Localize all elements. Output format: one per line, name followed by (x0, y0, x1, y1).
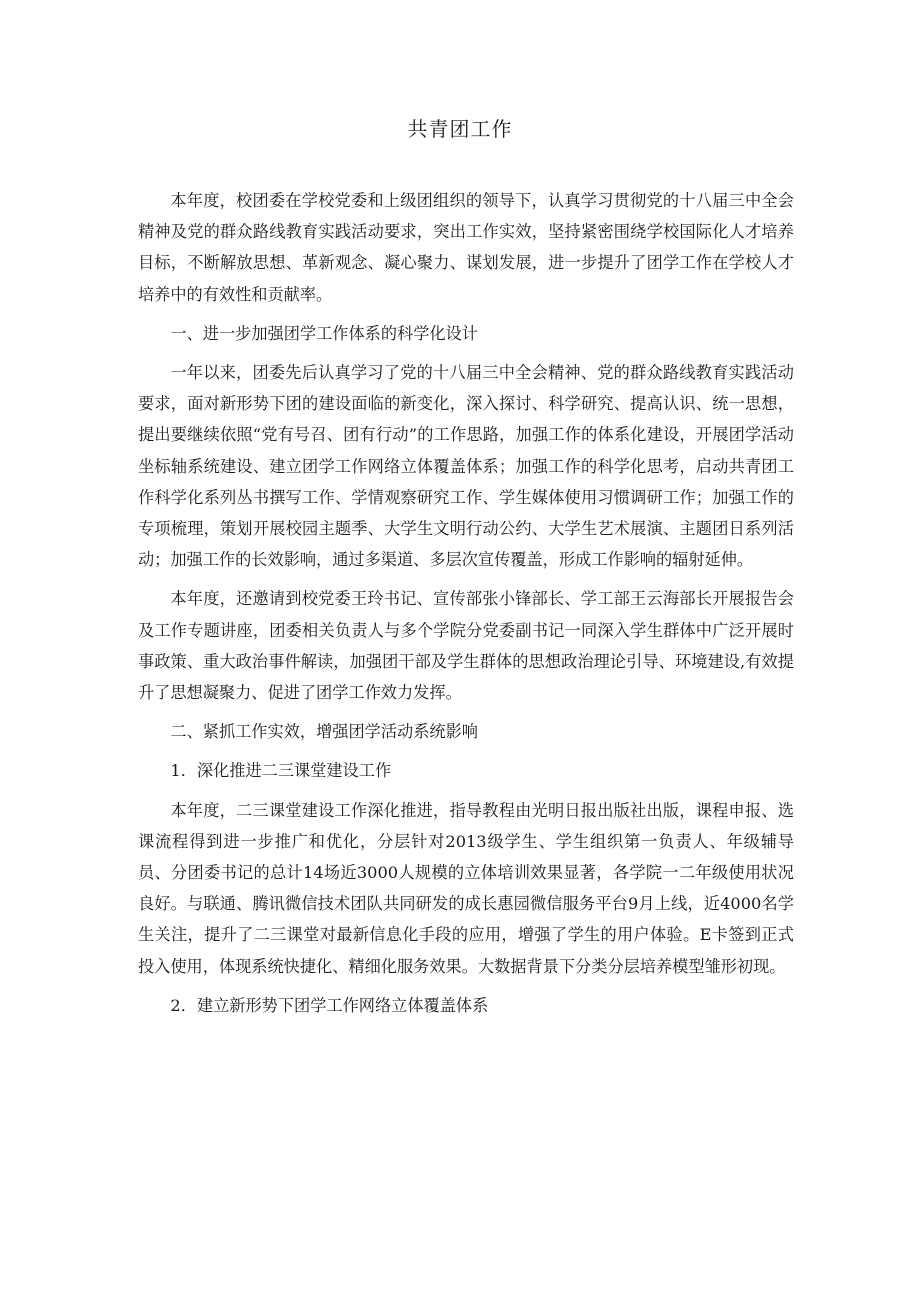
subsection-heading-2-1: 1．深化推进二三课堂建设工作 (170, 761, 392, 781)
document-body (138, 185, 794, 1021)
paragraph-section-1-a: 一年以来，团委先后认真学习了党的十八届三中全会精神、党的群众路线教育实践活动要求，面对新形势下团的建设面临的新变化，深入探讨、科学研究、提高认识、统一思想，提出要继续依照“党有号召、团有行动”的工作思路，加强工作的体系化建设，开展团学活动坐标轴系统建设、建立团学工作网络立体覆盖体系；加强工作的科学化思考，启动共青团工作科学化系列丛书撰写工作、学情观察研究工作、学生媒体使用习惯调研工作；加强工作的专项梳理，策划开展校园主题季、大学生文明行动公约、大学生艺术展演、主题团日系列活动；加强工作的长效影响，通过多渠道、多层次宣传覆盖，形成工作影响的辐射延伸。 (138, 363, 794, 570)
subsection-heading-2-2: 2．建立新形势下团学工作网络立体覆盖体系 (170, 995, 489, 1015)
section-heading-1: 一、进一步加强团学工作体系的科学化设计 (170, 323, 478, 343)
section-heading-2: 二、紧抓工作实效，增强团学活动系统影响 (170, 722, 478, 742)
document-title: 共青团工作 (407, 117, 513, 141)
paragraph-section-1-b: 本年度，还邀请到校党委王玲书记、宣传部张小锋部长、学工部王云海部长开展报告会及工作专题讲座，团委相关负责人与多个学院分党委副书记一同深入学生群体中广泛开展时事政策、重大政治事件解读，加强团干部及学生群体的思想政治理论引导、环境建设,有效提升了思想凝聚力、促进了团学工作效力发挥。 (138, 589, 794, 703)
paragraph-intro: 本年度，校团委在学校党委和上级团组织的领导下，认真学习贯彻党的十八届三中全会精神及党的群众路线教育实践活动要求，突出工作实效，坚持紧密围绕学校国际化人才培养目标，不断解放思想、革新观念、凝心聚力、谋划发展，进一步提升了团学工作在学校人才培养中的有效性和贡献率。 (138, 191, 794, 304)
paragraph-section-2-1: 本年度，二三课堂建设工作深化推进，指导教程由光明日报出版社出版，课程申报、选课流程得到进一步推广和优化，分层针对2013级学生、学生组织第一负责人、年级辅导员、分团委书记的总计14场近3000人规模的立体培训效果显著，各学院一二年级使用状况良好。与联通、腾讯微信技术团队共同研发的成长惠园微信服务平台9月上线，近4000名学生关注，提升了二三课堂对最新信息化手段的应用，增强了学生的用户体验。E卡签到正式投入使用，体现系统快捷化、精细化服务效果。大数据背景下分类分层培养模型雏形初现。 (138, 800, 794, 976)
